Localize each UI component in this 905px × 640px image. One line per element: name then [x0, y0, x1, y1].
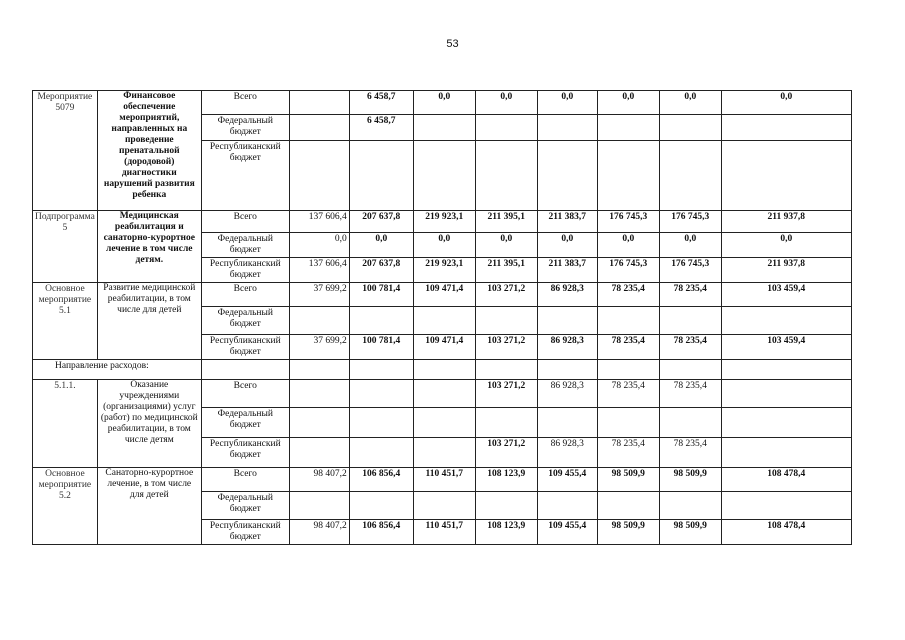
page-number: 53 — [446, 38, 459, 50]
value-cell: 98 407,2 — [289, 468, 349, 492]
value-cell — [413, 141, 475, 211]
value-cell: 78 235,4 — [597, 438, 659, 468]
value-cell: 78 235,4 — [659, 283, 721, 307]
value-cell — [289, 380, 349, 408]
value-cell — [413, 408, 475, 438]
value-cell — [597, 115, 659, 141]
value-cell: 103 271,2 — [475, 438, 537, 468]
value-cell: 176 745,3 — [597, 211, 659, 233]
row-description: Санаторно-курортное лечение, в том числе для детей — [97, 468, 201, 545]
value-cell: 219 923,1 — [413, 258, 475, 283]
value-cell: 37 699,2 — [289, 335, 349, 360]
value-cell: 78 235,4 — [659, 335, 721, 360]
empty-cell — [659, 360, 721, 380]
value-cell — [475, 307, 537, 335]
value-cell: 98 509,9 — [659, 468, 721, 492]
value-cell — [597, 141, 659, 211]
funding-source: Федеральный бюджет — [201, 408, 289, 438]
funding-source: Республиканский бюджет — [201, 520, 289, 545]
value-cell: 108 478,4 — [721, 520, 851, 545]
value-cell: 78 235,4 — [597, 283, 659, 307]
value-cell — [475, 141, 537, 211]
empty-cell — [597, 360, 659, 380]
value-cell: 211 383,7 — [537, 258, 597, 283]
value-cell: 86 928,3 — [537, 283, 597, 307]
value-cell — [597, 307, 659, 335]
funding-source: Всего — [201, 283, 289, 307]
row-description: Финансовое обеспечение мероприятий, направленных на проведение пренатальной (дородовой) диагностики нарушений развития ребенка — [97, 91, 201, 211]
value-cell: 110 451,7 — [413, 520, 475, 545]
value-cell: 0,0 — [537, 233, 597, 258]
section-row — [33, 360, 852, 380]
value-cell: 0,0 — [721, 233, 851, 258]
value-cell: 137 606,4 — [289, 258, 349, 283]
empty-cell — [349, 360, 413, 380]
value-cell — [349, 492, 413, 520]
value-cell: 219 923,1 — [413, 211, 475, 233]
value-cell: 0,0 — [475, 91, 537, 115]
value-cell: 0,0 — [597, 233, 659, 258]
row-description: Медицинская реабилитация и санаторно-курортное лечение в том числе детям. — [97, 211, 201, 283]
value-cell — [289, 115, 349, 141]
section-label: Направление расходов: — [33, 360, 202, 380]
empty-cell — [201, 360, 289, 380]
value-cell: 211 937,8 — [721, 258, 851, 283]
value-cell — [537, 307, 597, 335]
value-cell: 78 235,4 — [659, 380, 721, 408]
value-cell — [475, 492, 537, 520]
value-cell — [289, 492, 349, 520]
value-cell — [721, 141, 851, 211]
value-cell: 108 478,4 — [721, 468, 851, 492]
empty-cell — [413, 360, 475, 380]
row-code: Основное мероприятие 5.1 — [33, 283, 98, 360]
value-cell — [349, 438, 413, 468]
funding-source: Федеральный бюджет — [201, 115, 289, 141]
value-cell — [537, 141, 597, 211]
value-cell: 78 235,4 — [659, 438, 721, 468]
value-cell: 207 637,8 — [349, 258, 413, 283]
value-cell: 6 458,7 — [349, 91, 413, 115]
value-cell — [289, 438, 349, 468]
value-cell: 176 745,3 — [659, 258, 721, 283]
value-cell — [597, 408, 659, 438]
value-cell — [413, 492, 475, 520]
value-cell: 0,0 — [349, 233, 413, 258]
value-cell — [289, 141, 349, 211]
value-cell: 86 928,3 — [537, 380, 597, 408]
value-cell — [413, 115, 475, 141]
value-cell — [659, 307, 721, 335]
table-row — [33, 211, 852, 233]
value-cell: 109 471,4 — [413, 335, 475, 360]
value-cell — [475, 408, 537, 438]
value-cell — [537, 408, 597, 438]
empty-cell — [475, 360, 537, 380]
value-cell: 0,0 — [537, 91, 597, 115]
value-cell: 100 781,4 — [349, 335, 413, 360]
row-code: Мероприятие 5079 — [33, 91, 98, 211]
value-cell: 100 781,4 — [349, 283, 413, 307]
value-cell: 86 928,3 — [537, 335, 597, 360]
funding-source: Республиканский бюджет — [201, 438, 289, 468]
value-cell: 108 123,9 — [475, 468, 537, 492]
table-row — [33, 91, 852, 115]
value-cell: 106 856,4 — [349, 520, 413, 545]
value-cell: 0,0 — [659, 91, 721, 115]
value-cell — [349, 141, 413, 211]
value-cell: 0,0 — [413, 233, 475, 258]
empty-cell — [537, 360, 597, 380]
funding-source: Республиканский бюджет — [201, 258, 289, 283]
value-cell — [349, 307, 413, 335]
value-cell: 109 455,4 — [537, 468, 597, 492]
value-cell: 98 509,9 — [597, 468, 659, 492]
value-cell: 0,0 — [597, 91, 659, 115]
row-code: 5.1.1. — [33, 380, 98, 468]
value-cell: 103 271,2 — [475, 283, 537, 307]
value-cell: 86 928,3 — [537, 438, 597, 468]
value-cell — [413, 307, 475, 335]
value-cell: 176 745,3 — [659, 211, 721, 233]
value-cell — [721, 307, 851, 335]
value-cell — [721, 492, 851, 520]
table-body — [33, 91, 852, 545]
value-cell: 0,0 — [475, 233, 537, 258]
funding-source: Федеральный бюджет — [201, 307, 289, 335]
empty-cell — [721, 360, 851, 380]
value-cell — [537, 115, 597, 141]
row-code: Подпрограмма 5 — [33, 211, 98, 283]
table-row — [33, 283, 852, 307]
value-cell — [289, 91, 349, 115]
funding-source: Всего — [201, 380, 289, 408]
value-cell — [413, 438, 475, 468]
value-cell: 0,0 — [289, 233, 349, 258]
value-cell — [413, 380, 475, 408]
funding-source: Всего — [201, 211, 289, 233]
funding-source: Всего — [201, 91, 289, 115]
value-cell: 0,0 — [659, 233, 721, 258]
value-cell: 78 235,4 — [597, 380, 659, 408]
value-cell — [289, 408, 349, 438]
value-cell — [721, 438, 851, 468]
funding-source: Всего — [201, 468, 289, 492]
funding-source: Республиканский бюджет — [201, 335, 289, 360]
row-code: Основное мероприятие 5.2 — [33, 468, 98, 545]
value-cell: 211 395,1 — [475, 211, 537, 233]
value-cell: 103 271,2 — [475, 335, 537, 360]
value-cell — [659, 492, 721, 520]
value-cell — [597, 492, 659, 520]
value-cell: 103 459,4 — [721, 283, 851, 307]
value-cell — [659, 141, 721, 211]
empty-cell — [289, 360, 349, 380]
value-cell: 37 699,2 — [289, 283, 349, 307]
value-cell: 211 395,1 — [475, 258, 537, 283]
value-cell: 103 459,4 — [721, 335, 851, 360]
value-cell: 98 509,9 — [659, 520, 721, 545]
value-cell: 176 745,3 — [597, 258, 659, 283]
value-cell — [659, 115, 721, 141]
funding-source: Федеральный бюджет — [201, 492, 289, 520]
value-cell: 103 271,2 — [475, 380, 537, 408]
value-cell: 0,0 — [413, 91, 475, 115]
value-cell — [349, 380, 413, 408]
value-cell — [289, 307, 349, 335]
value-cell: 78 235,4 — [597, 335, 659, 360]
value-cell: 98 407,2 — [289, 520, 349, 545]
value-cell — [349, 408, 413, 438]
funding-source: Республиканский бюджет — [201, 141, 289, 211]
value-cell: 109 455,4 — [537, 520, 597, 545]
value-cell — [659, 408, 721, 438]
funding-source: Федеральный бюджет — [201, 233, 289, 258]
value-cell: 108 123,9 — [475, 520, 537, 545]
value-cell: 211 383,7 — [537, 211, 597, 233]
value-cell: 110 451,7 — [413, 468, 475, 492]
value-cell: 0,0 — [721, 91, 851, 115]
value-cell: 109 471,4 — [413, 283, 475, 307]
value-cell — [721, 380, 851, 408]
value-cell — [721, 115, 851, 141]
value-cell — [475, 115, 537, 141]
value-cell: 137 606,4 — [289, 211, 349, 233]
value-cell: 106 856,4 — [349, 468, 413, 492]
value-cell — [721, 408, 851, 438]
table-row — [33, 468, 852, 492]
value-cell: 6 458,7 — [349, 115, 413, 141]
table-row — [33, 380, 852, 408]
value-cell — [537, 492, 597, 520]
value-cell: 207 637,8 — [349, 211, 413, 233]
row-description: Развитие медицинской реабилитации, в том числе для детей — [97, 283, 201, 360]
value-cell: 211 937,8 — [721, 211, 851, 233]
budget-table — [32, 90, 852, 545]
row-description: Оказание учреждениями (организациями) услуг (работ) по медицинской реабилитации, в том числе детям — [97, 380, 201, 468]
value-cell: 98 509,9 — [597, 520, 659, 545]
